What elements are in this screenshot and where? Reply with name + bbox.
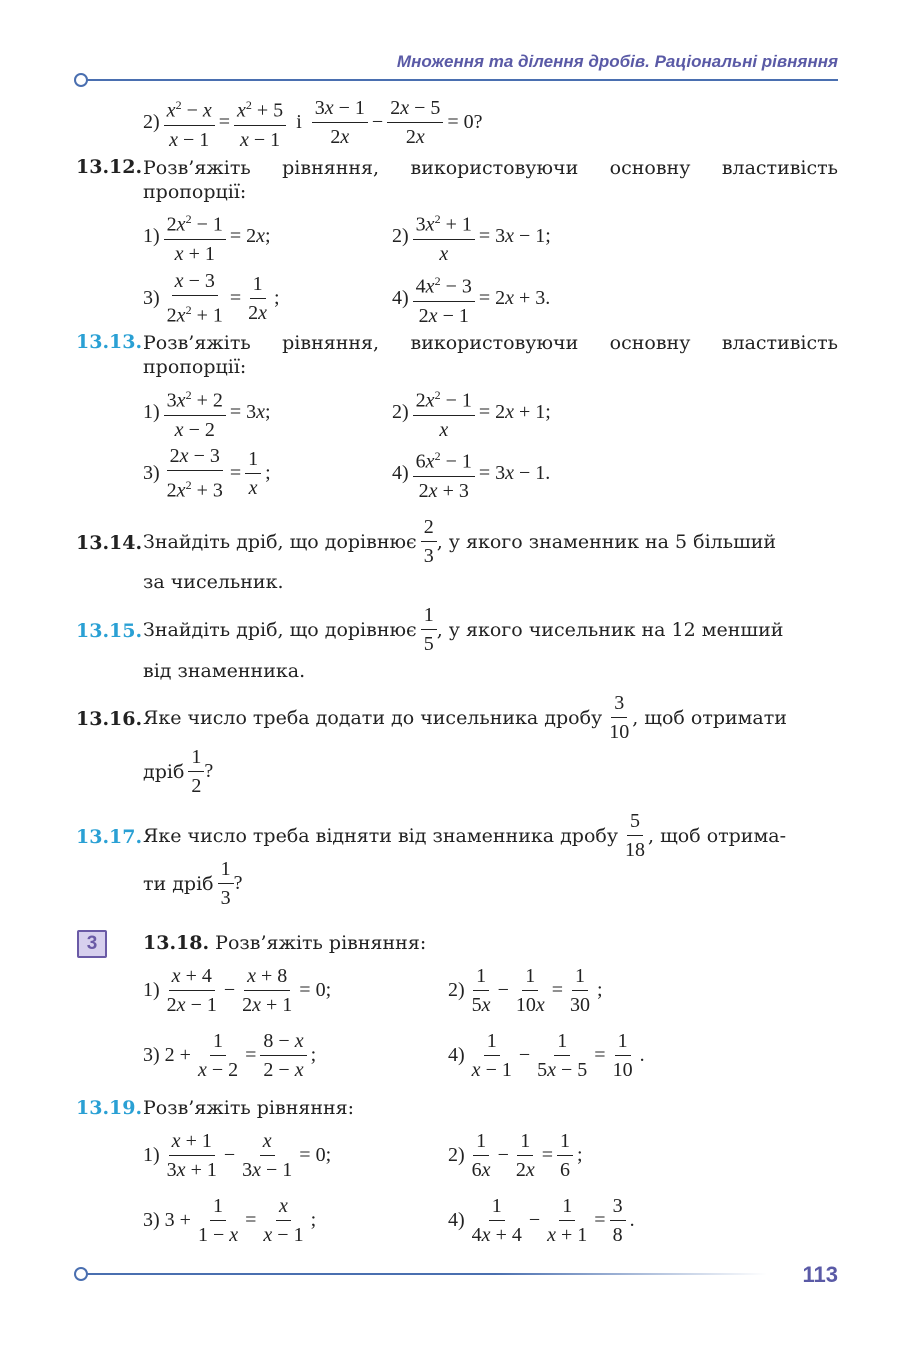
problem-text [143,691,838,744]
problem-heading [143,932,426,954]
difficulty-level-badge: 3 [77,930,107,958]
equation: 3) 3 + $\frac{1}{1 - x}$ = $\frac{x}{x - 1}$ ; [143,1195,317,1246]
problem-text [143,809,838,862]
equation: 1) x + 1 3x + 1 − $\frac{x}{3x - 1}$ = 0; [143,1130,332,1181]
equation: 2) $\frac{2x^2 - 1}{x}$ = 2x + 1; [392,383,551,442]
text-part: , щоб отримати [632,706,787,729]
problem-number: 13.13. [76,331,143,353]
text-part: дріб [143,760,185,783]
equation: 1) $\frac{2x^2 - 1}{x + 1}$ = 2x; [143,207,271,266]
fraction-denominator: 10 [609,721,630,743]
text-part: , щоб отрима- [648,824,786,847]
problem-number: 13.18. [143,932,210,954]
problem-text: Розв’яжіть рівняння: [143,1097,355,1119]
equation: 3) $\frac{x - 3}{2x^2 + 1}$ = $\frac{1}{2x}$ ; [143,270,280,327]
text-part: Знайдіть дріб, що дорівнює [143,618,417,641]
problem-text-continued: від знаменника. [143,660,306,682]
equation: 4) 1 x − 1 − $\frac{1}{5x - 5}$ = $\frac{1}{10}$ . [448,1030,645,1081]
problem-number: 13.17. [76,826,143,848]
top-rule-circle [74,73,88,87]
equation: 3) 2 + $\frac{1}{x - 2}$ = $\frac{8 - x}{2 - x}$ ; [143,1030,317,1081]
text-part: Знайдіть дріб, що дорівнює [143,530,417,553]
page-number: 113 [802,1262,838,1287]
fraction-denominator: 5 [423,633,434,655]
fraction-numerator: 1 [421,603,437,630]
problem-number: 13.19. [76,1097,143,1119]
problem-text: Розв’яжіть рівняння, використовуючи основну властивість пропорції: [143,157,838,203]
running-header: Множення та ділення дробів. Раціональні рівняння [396,52,838,71]
fraction-numerator: 1 [218,857,234,884]
fraction-denominator: 18 [625,839,646,861]
problem-text: Розв’яжіть рівняння, використовуючи основну властивість пропорції: [143,332,838,378]
equation: 2) 1 5x − $\frac{1}{10x}$ = $\frac{1}{30}$ ; [448,965,603,1016]
equation: 4) $\frac{6x^2 - 1}{2x + 3}$ = 3x − 1. [392,444,550,503]
equation: 1) $\frac{3x^2 + 2}{x - 2}$ = 3x; [143,383,271,442]
problem-text [143,515,838,568]
equation: 3) $\frac{2x - 3}{2x^2 + 3}$ = $\frac{1}{x}$ ; [143,445,271,502]
problem-text-continued: дріб $\frac{1}{2}$ ? [143,746,214,797]
fraction-numerator: 5 [627,809,643,836]
fraction-denominator: 3 [220,887,231,909]
problem-text: Розв’яжіть рівняння: [215,932,427,954]
top-rule [87,79,838,81]
problem-number: 13.14. [76,532,143,554]
problem-number: 13.12. [76,156,143,178]
carryover-equation: 2) $\frac{x^2 - x}{x - 1}$ = $\frac{x^2 + 5}{x - 1}$ і 3x − 1 2x − $\frac{2x - 5}{2x}$ = 0? [143,93,483,152]
fraction-numerator: 1 [188,745,204,772]
problem-text [143,603,838,656]
text-part: , у якого знаменник на 5 більший [436,530,777,553]
problem-text-continued: ти дріб $\frac{1}{3}$ ? [143,858,243,909]
fraction-denominator: 3 [423,545,434,567]
fraction-numerator: 2 [421,515,437,542]
problem-text-continued: за чисельник. [143,571,284,593]
text-part: Яке число треба додати до чисельника дробу [143,706,603,729]
bottom-rule-circle [74,1267,88,1281]
problem-number: 13.16. [76,708,143,730]
equation: 4) 1 4x + 4 − $\frac{1}{x + 1}$ = $\frac{3}{8}$ . [448,1195,635,1246]
text-part: , у якого чисельник на 12 менший [436,618,784,641]
equation: 4) $\frac{4x^2 - 3}{2x - 1}$ = 2x + 3. [392,269,550,328]
fraction-numerator: 3 [611,691,627,718]
problem-number: 13.15. [76,620,143,642]
text-part: ти дріб [143,872,214,895]
fraction-denominator: 2 [191,775,202,797]
equation: 1) x + 4 2x − 1 − $\frac{x + 8}{2x + 1}$ = 0; [143,965,332,1016]
equation: 2) $\frac{3x^2 + 1}{x}$ = 3x − 1; [392,207,551,266]
bottom-rule [87,1273,767,1275]
equation: 2) 1 6x − $\frac{1}{2x}$ = $\frac{1}{6}$ ; [448,1130,583,1181]
text-part: Яке число треба відняти від знаменника дробу [143,824,619,847]
